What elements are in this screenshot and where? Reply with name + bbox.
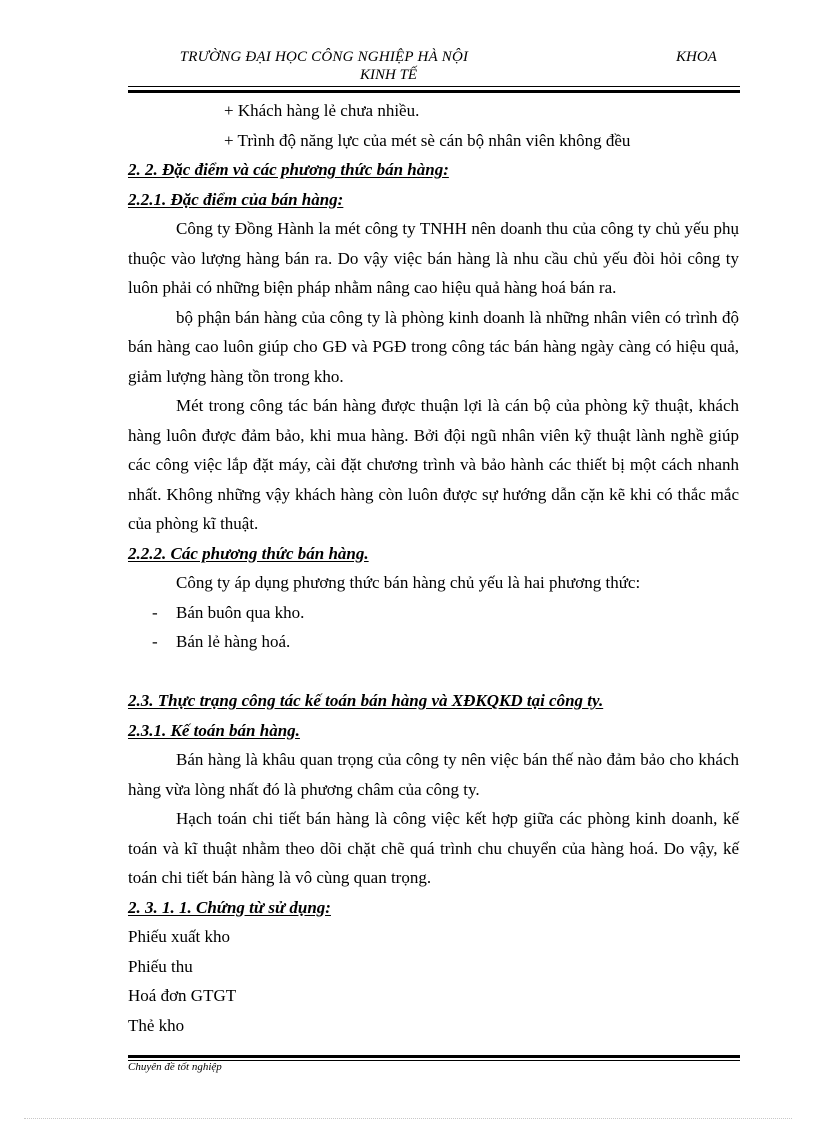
heading-2-2: 2. 2. Đặc điểm và các phương thức bán hàng: <box>128 160 449 179</box>
doc-list-item: Thẻ kho <box>128 1015 185 1035</box>
footer-rule-thick <box>128 1055 740 1058</box>
dash-mark: - <box>152 602 158 622</box>
paragraph: Mét trong công tác bán hàng được thuận lợi là cán bộ của phòng kỹ thuật, khách hàng luôn được đảm bảo, khi mua hàng. Bởi đội ngũ nhân viên kỹ thuật lành nghề giúp các công việc lắp đặt máy, cài đặt chương trình và bảo hành các thiết bị một cách nhanh nhất. Không những vậy khách hàng còn luôn được sự hướng dẫn cặn kẽ khi có thắc mắc của phòng kĩ thuật. <box>128 396 739 533</box>
header-rule-thick <box>128 90 740 93</box>
paragraph: Hạch toán chi tiết bán hàng là công việc kết hợp giữa các phòng kinh doanh, kế toán và kĩ thuật nhằm theo dõi chặt chẽ quá trình chu chuyển của hàng hoá. Do vậy, kế toán chi tiết bán hàng là vô cùng quan trọng. <box>128 809 739 887</box>
heading-2-3-1: 2.3.1. Kế toán bán hàng. <box>128 720 300 740</box>
paragraph: Công ty Đồng Hành la mét công ty TNHH nên doanh thu của công ty chủ yếu phụ thuộc vào lượng hàng bán ra. Do vậy việc bán hàng là nhu cầu chủ yếu đòi hỏi công ty luôn phải có những biện pháp nhằm nâng cao hiệu quả hàng hoá bán ra. <box>128 219 739 297</box>
paragraph: bộ phận bán hàng của công ty là phòng kinh doanh là những nhân viên có trình độ bán hàng cao luôn giúp cho GĐ và PGĐ trong công tác bán hàng ngày càng có hiệu quả, giảm lượng hàng tồn trong kho. <box>128 307 739 386</box>
header-rule-thin <box>128 86 740 87</box>
paragraph: Bán hàng là khâu quan trọng của công ty nên việc bán thế nào đảm bảo cho khách hàng vừa lòng nhất đó là phương châm của công ty. <box>128 750 739 799</box>
bullet-item: + Trình độ năng lực của mét sè cán bộ nhân viên không đều <box>224 130 631 150</box>
doc-list-item: Phiếu thu <box>128 956 193 976</box>
heading-2-3: 2.3. Thực trạng công tác kế toán bán hàng và XĐKQKD tại công ty. <box>128 691 604 710</box>
page-body <box>128 96 739 1040</box>
bullet-item: + Khách hàng lẻ chưa nhiều. <box>224 101 420 120</box>
school-name: TRƯỜNG ĐẠI HỌC CÔNG NGHIỆP HÀ NỘI <box>179 49 469 65</box>
heading-2-3-1-1: 2. 3. 1. 1. Chứng từ sử dụng: <box>128 897 331 917</box>
dash-item-text: Bán buôn qua kho. <box>176 602 305 622</box>
dash-list-item <box>128 627 739 657</box>
page-footer: Chuyên đề tốt nghiệp <box>128 1061 222 1073</box>
dash-list-item <box>128 598 739 628</box>
paragraph: Công ty áp dụng phương thức bán hàng chủ yếu là hai phương thức: <box>176 573 641 592</box>
heading-2-2-2: 2.2.2. Các phương thức bán hàng. <box>128 543 369 563</box>
dash-mark: - <box>152 632 158 651</box>
doc-list-item: Hoá đơn GTGT <box>128 986 237 1005</box>
faculty-name: KINH TẾ <box>360 67 418 83</box>
blank-line <box>128 657 739 687</box>
dash-item-text: Bán lẻ hàng hoá. <box>176 632 291 651</box>
faculty-label: KHOA <box>676 49 717 65</box>
page-header <box>128 48 740 86</box>
page-edge-dots <box>24 1118 792 1119</box>
heading-2-2-1: 2.2.1. Đặc điểm của bán hàng: <box>128 189 344 209</box>
doc-list-item: Phiếu xuất kho <box>128 927 230 946</box>
